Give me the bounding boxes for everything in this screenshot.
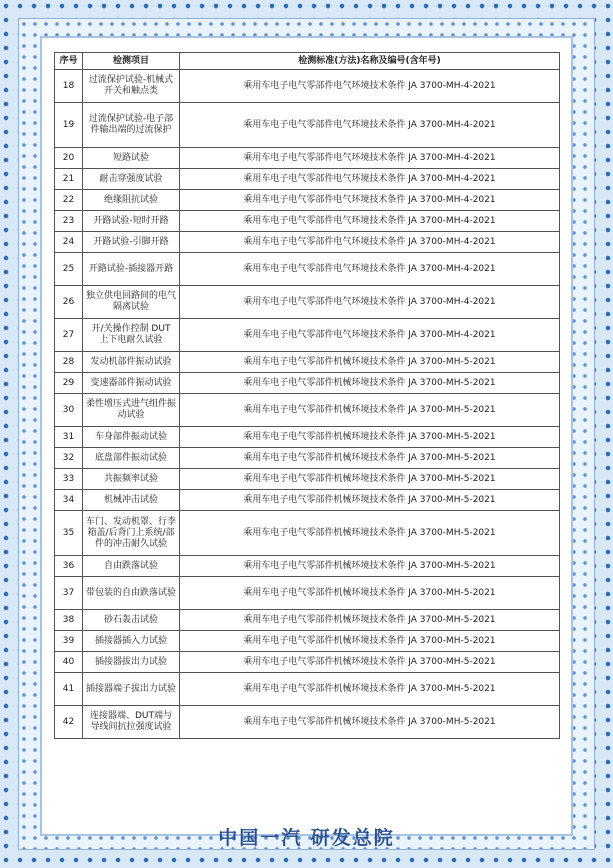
row-number: 33 xyxy=(55,469,83,490)
row-test-item: 带包装的自由跌落试验 xyxy=(83,577,180,610)
row-standard: 乘用车电子电气零部件机械环境技术条件 JA 3700-MH-5-2021 xyxy=(180,394,560,427)
row-standard: 乘用车电子电气零部件电气环境技术条件 JA 3700-MH-4-2021 xyxy=(180,148,560,169)
row-test-item: 开路试验-短时开路 xyxy=(83,211,180,232)
table-row xyxy=(55,169,560,190)
table-row xyxy=(55,556,560,577)
row-number: 34 xyxy=(55,490,83,511)
row-test-item: 绝缘阻抗试验 xyxy=(83,190,180,211)
table-row xyxy=(55,103,560,148)
row-number: 21 xyxy=(55,169,83,190)
row-test-item: 变速器部件振动试验 xyxy=(83,373,180,394)
row-test-item: 发动机部件振动试验 xyxy=(83,352,180,373)
row-test-item: 机械冲击试验 xyxy=(83,490,180,511)
row-standard: 乘用车电子电气零部件机械环境技术条件 JA 3700-MH-5-2021 xyxy=(180,373,560,394)
row-number: 23 xyxy=(55,211,83,232)
row-test-item: 过流保护试验-机械式开关和触点类 xyxy=(83,70,180,103)
row-number: 31 xyxy=(55,427,83,448)
row-number: 35 xyxy=(55,511,83,556)
row-number: 20 xyxy=(55,148,83,169)
table-row xyxy=(55,352,560,373)
row-test-item: 车身部件振动试验 xyxy=(83,427,180,448)
header-no: 序号 xyxy=(55,53,83,70)
row-number: 40 xyxy=(55,652,83,673)
table-row xyxy=(55,427,560,448)
row-standard: 乘用车电子电气零部件电气环境技术条件 JA 3700-MH-4-2021 xyxy=(180,190,560,211)
row-number: 18 xyxy=(55,70,83,103)
row-test-item: 柔性增压式进气组件振动试验 xyxy=(83,394,180,427)
row-standard: 乘用车电子电气零部件电气环境技术条件 JA 3700-MH-4-2021 xyxy=(180,169,560,190)
row-number: 26 xyxy=(55,286,83,319)
row-number: 29 xyxy=(55,373,83,394)
row-standard: 乘用车电子电气零部件机械环境技术条件 JA 3700-MH-5-2021 xyxy=(180,673,560,706)
row-number: 27 xyxy=(55,319,83,352)
row-standard: 乘用车电子电气零部件机械环境技术条件 JA 3700-MH-5-2021 xyxy=(180,706,560,739)
row-test-item: 耐击穿强度试验 xyxy=(83,169,180,190)
table-row xyxy=(55,448,560,469)
table-row xyxy=(55,490,560,511)
row-number: 30 xyxy=(55,394,83,427)
row-number: 25 xyxy=(55,253,83,286)
row-standard: 乘用车电子电气零部件电气环境技术条件 JA 3700-MH-4-2021 xyxy=(180,319,560,352)
row-test-item: 插接器拔出力试验 xyxy=(83,652,180,673)
row-standard: 乘用车电子电气零部件机械环境技术条件 JA 3700-MH-5-2021 xyxy=(180,631,560,652)
table-row xyxy=(55,211,560,232)
row-standard: 乘用车电子电气零部件机械环境技术条件 JA 3700-MH-5-2021 xyxy=(180,511,560,556)
row-standard: 乘用车电子电气零部件机械环境技术条件 JA 3700-MH-5-2021 xyxy=(180,352,560,373)
test-items-table xyxy=(54,52,560,739)
table-row xyxy=(55,70,560,103)
table-row xyxy=(55,631,560,652)
row-standard: 乘用车电子电气零部件电气环境技术条件 JA 3700-MH-4-2021 xyxy=(180,103,560,148)
row-test-item: 开路试验-引脚开路 xyxy=(83,232,180,253)
row-test-item: 自由跌落试验 xyxy=(83,556,180,577)
row-number: 32 xyxy=(55,448,83,469)
table-row xyxy=(55,373,560,394)
row-standard: 乘用车电子电气零部件电气环境技术条件 JA 3700-MH-4-2021 xyxy=(180,286,560,319)
row-number: 39 xyxy=(55,631,83,652)
row-standard: 乘用车电子电气零部件机械环境技术条件 JA 3700-MH-5-2021 xyxy=(180,469,560,490)
content-panel xyxy=(40,36,573,836)
row-number: 22 xyxy=(55,190,83,211)
table-row xyxy=(55,610,560,631)
table-row xyxy=(55,511,560,556)
row-standard: 乘用车电子电气零部件机械环境技术条件 JA 3700-MH-5-2021 xyxy=(180,610,560,631)
table-row xyxy=(55,319,560,352)
table-row xyxy=(55,577,560,610)
table-row xyxy=(55,253,560,286)
row-standard: 乘用车电子电气零部件机械环境技术条件 JA 3700-MH-5-2021 xyxy=(180,427,560,448)
row-standard: 乘用车电子电气零部件机械环境技术条件 JA 3700-MH-5-2021 xyxy=(180,577,560,610)
row-number: 42 xyxy=(55,706,83,739)
table-row xyxy=(55,394,560,427)
row-test-item: 连接器端、DUT端与导线间抗拉强度试验 xyxy=(83,706,180,739)
footer-org-name: 中国一汽 研发总院 xyxy=(218,827,395,849)
row-standard: 乘用车电子电气零部件机械环境技术条件 JA 3700-MH-5-2021 xyxy=(180,448,560,469)
row-test-item: 共振频率试验 xyxy=(83,469,180,490)
row-standard: 乘用车电子电气零部件机械环境技术条件 JA 3700-MH-5-2021 xyxy=(180,556,560,577)
row-test-item: 短路试验 xyxy=(83,148,180,169)
table-header-row xyxy=(55,53,560,70)
row-number: 36 xyxy=(55,556,83,577)
row-standard: 乘用车电子电气零部件电气环境技术条件 JA 3700-MH-4-2021 xyxy=(180,211,560,232)
row-test-item: 砂石轰击试验 xyxy=(83,610,180,631)
table-row xyxy=(55,673,560,706)
table-row xyxy=(55,190,560,211)
table-row xyxy=(55,286,560,319)
table-row xyxy=(55,469,560,490)
header-standard: 检测标准(方法)名称及编号(含年号) xyxy=(180,53,560,70)
row-standard: 乘用车电子电气零部件电气环境技术条件 JA 3700-MH-4-2021 xyxy=(180,232,560,253)
row-number: 19 xyxy=(55,103,83,148)
row-number: 24 xyxy=(55,232,83,253)
table-row xyxy=(55,148,560,169)
row-standard: 乘用车电子电气零部件电气环境技术条件 JA 3700-MH-4-2021 xyxy=(180,253,560,286)
row-standard: 乘用车电子电气零部件电气环境技术条件 JA 3700-MH-4-2021 xyxy=(180,70,560,103)
row-test-item: 插接器端子拔出力试验 xyxy=(83,673,180,706)
table-row xyxy=(55,232,560,253)
row-test-item: 开/关操作控制 DUT 上下电耐久试验 xyxy=(83,319,180,352)
row-test-item: 开路试验-插接器开路 xyxy=(83,253,180,286)
row-test-item: 过流保护试验-电子部件输出端的过流保护 xyxy=(83,103,180,148)
table-row xyxy=(55,706,560,739)
row-number: 38 xyxy=(55,610,83,631)
row-number: 41 xyxy=(55,673,83,706)
row-number: 37 xyxy=(55,577,83,610)
row-test-item: 车门、发动机罩、行李箱盖/后背门上系统/部件的冲击耐久试验 xyxy=(83,511,180,556)
row-test-item: 插接器插入力试验 xyxy=(83,631,180,652)
row-number: 28 xyxy=(55,352,83,373)
row-standard: 乘用车电子电气零部件机械环境技术条件 JA 3700-MH-5-2021 xyxy=(180,652,560,673)
row-test-item: 底盘部件振动试验 xyxy=(83,448,180,469)
header-item: 检测项目 xyxy=(83,53,180,70)
table-row xyxy=(55,652,560,673)
row-test-item: 独立供电回路间的电气隔离试验 xyxy=(83,286,180,319)
row-standard: 乘用车电子电气零部件机械环境技术条件 JA 3700-MH-5-2021 xyxy=(180,490,560,511)
